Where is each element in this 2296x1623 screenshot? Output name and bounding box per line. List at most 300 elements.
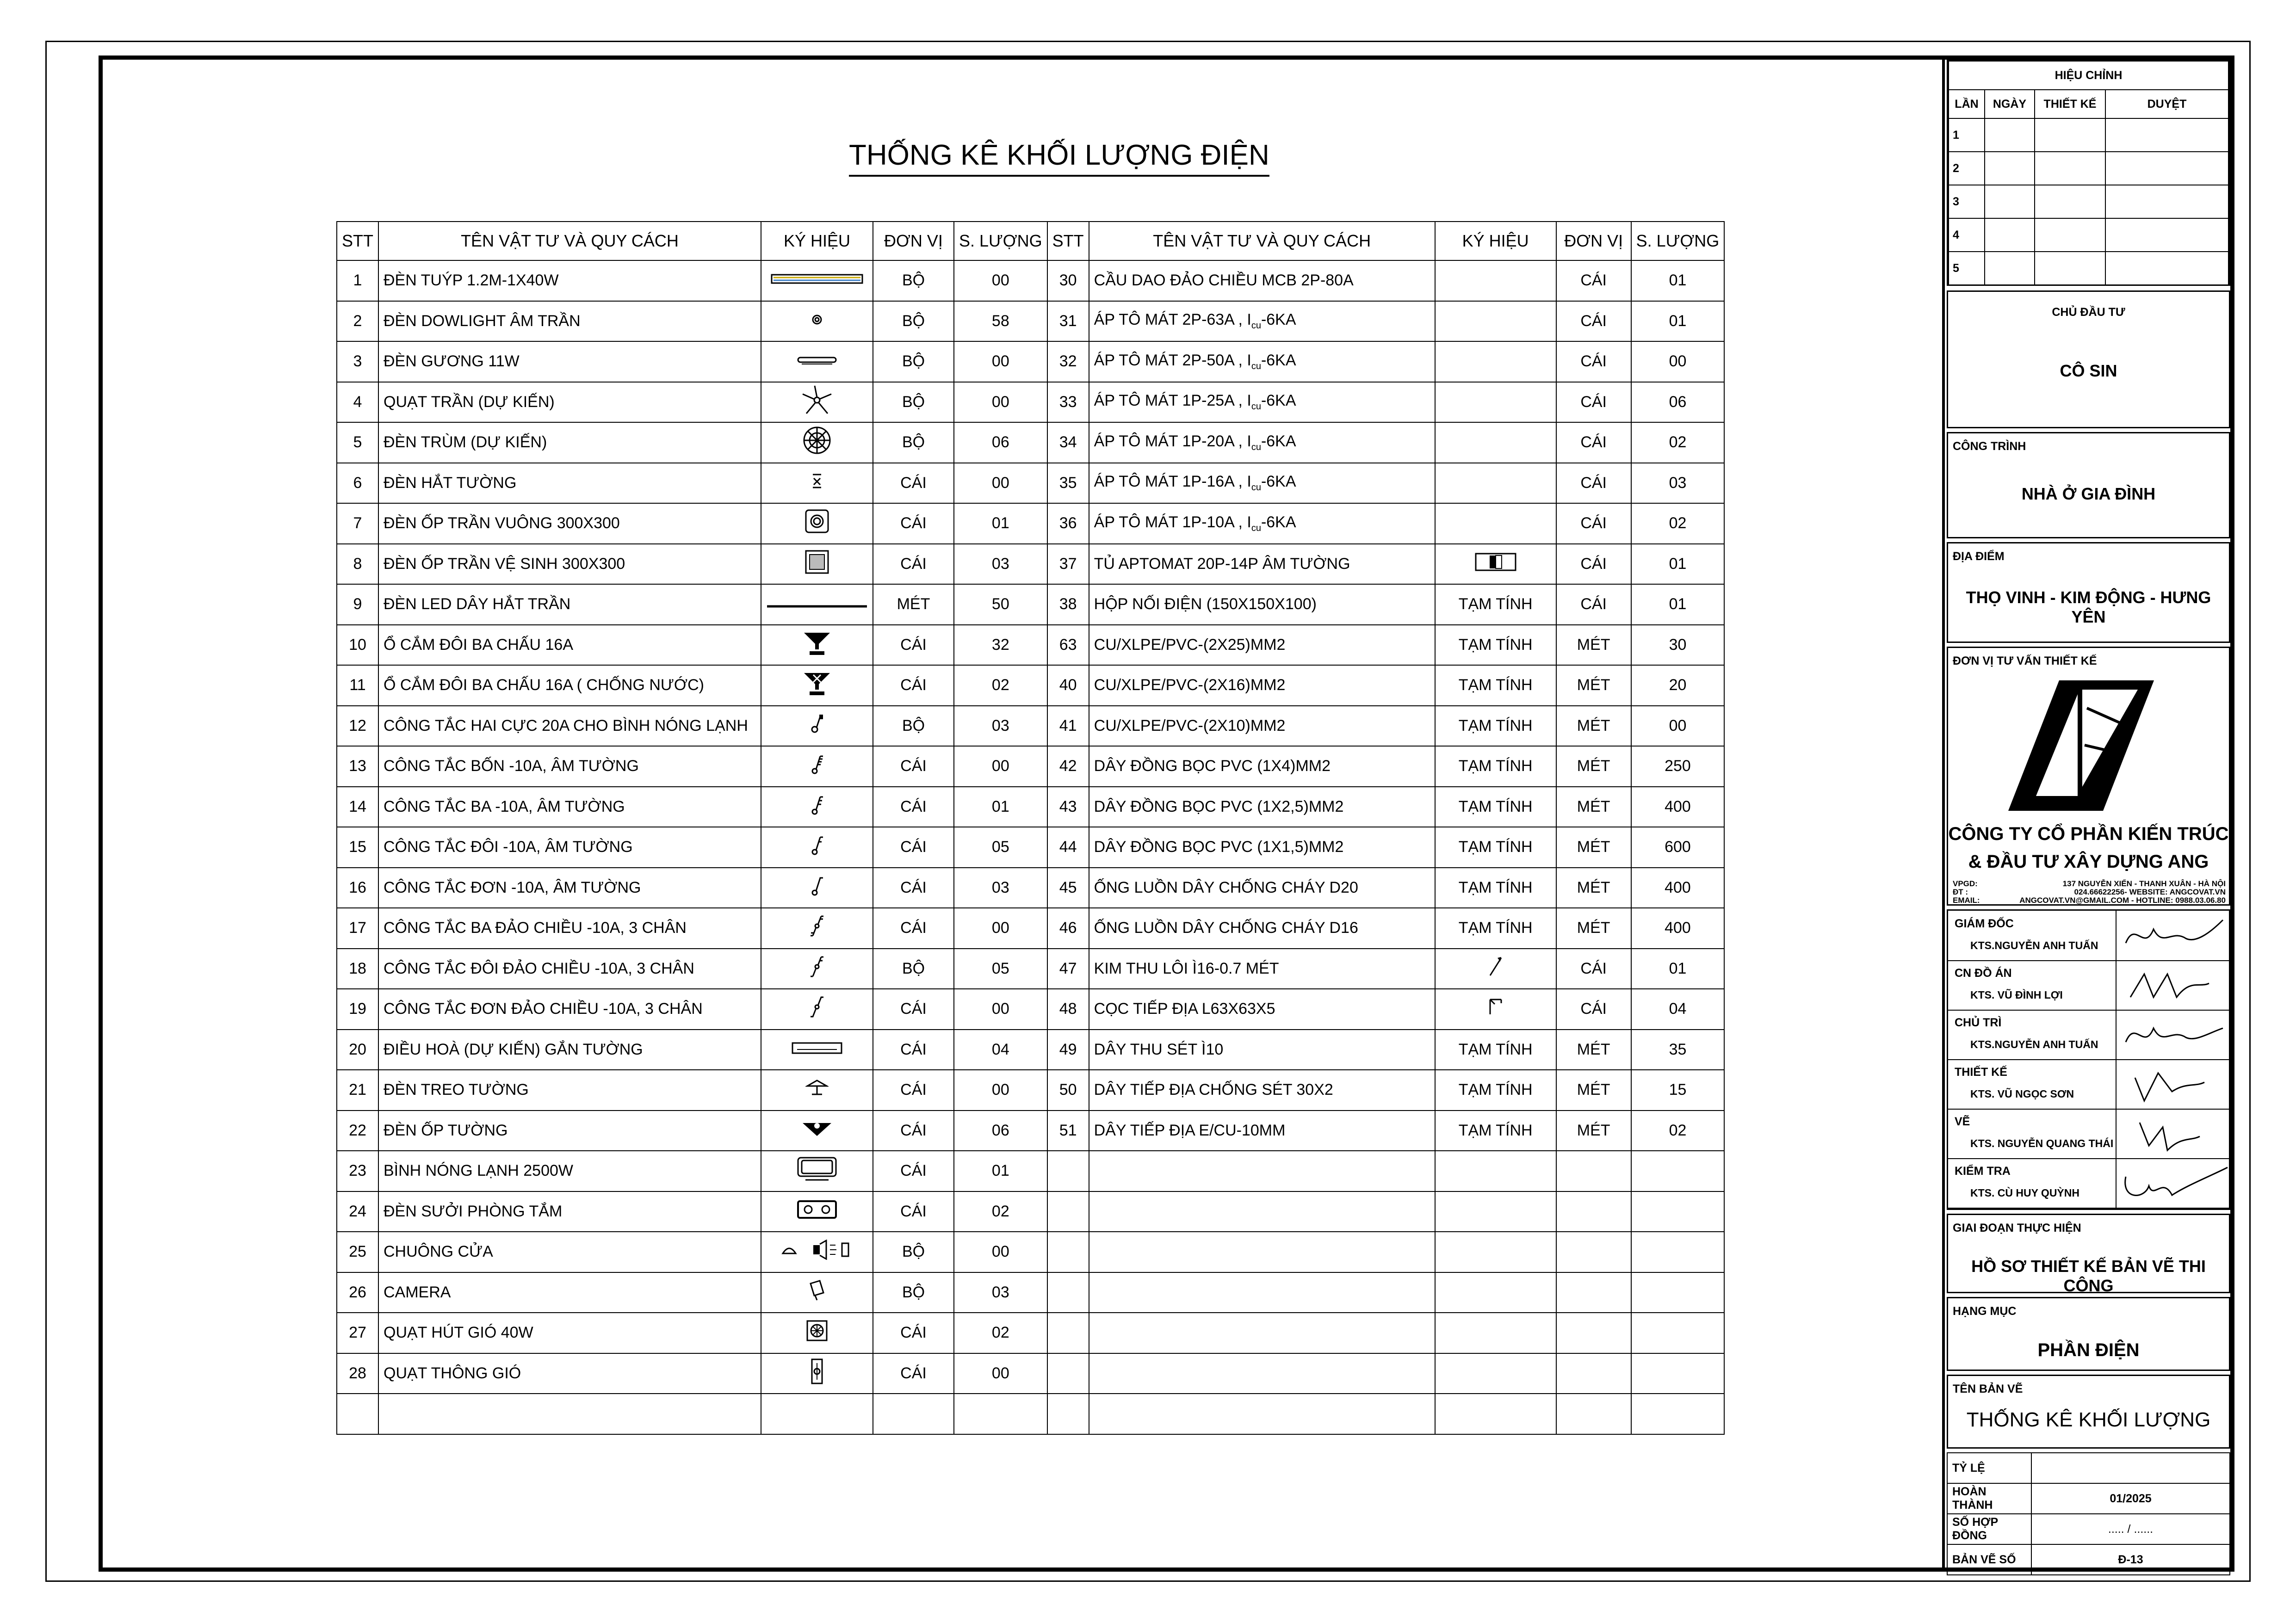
item-qty: 20 [1631, 665, 1725, 706]
item-qty: 01 [1631, 301, 1725, 342]
stt: 28 [337, 1353, 378, 1394]
item-qty [1631, 1232, 1725, 1272]
two-way-switch-3-icon [810, 914, 824, 942]
item-qty: 03 [954, 544, 1047, 585]
item-unit: CÁI [873, 1070, 954, 1111]
scale-label: TỶ LỆ [1947, 1453, 2031, 1483]
item-qty: 05 [954, 949, 1047, 989]
stt [1047, 1191, 1089, 1232]
signature-role: CHỦ TRÌ [1955, 1016, 2002, 1029]
info-block [1947, 1452, 2230, 1568]
stt: 37 [1047, 544, 1089, 585]
revision-row-num: 3 [1949, 185, 1985, 218]
item-unit: CÁI [1556, 301, 1631, 342]
stt: 4 [337, 382, 378, 423]
item-qty: 600 [1631, 827, 1725, 868]
stt: 32 [1047, 341, 1089, 382]
ceiling-fan-icon [801, 384, 833, 420]
item-symbol [761, 584, 873, 625]
vent-fan-icon [810, 1358, 824, 1389]
table-row [337, 1232, 1724, 1272]
stt: 26 [337, 1272, 378, 1313]
item-unit: BỘ [873, 301, 954, 342]
item-name: ĐIỀU HOÀ (DỰ KIẾN) GẮN TƯỜNG [378, 1030, 761, 1070]
item-symbol [1435, 503, 1556, 544]
stt: 12 [337, 706, 378, 747]
item-name: ÁP TÔ MÁT 1P-20A , $I_{cu}-6KA$ [1089, 422, 1435, 463]
item-unit: MÉT [1556, 908, 1631, 949]
item-unit [873, 1394, 954, 1434]
item-name: CÔNG TẮC BỐN -10A, ÂM TƯỜNG [378, 746, 761, 787]
item-name: CU/XLPE/PVC-(2X16)MM2 [1089, 665, 1435, 706]
item-symbol: TẠM TÍNH [1435, 787, 1556, 827]
item-qty: 00 [954, 989, 1047, 1030]
item-symbol [761, 341, 873, 382]
item-symbol [761, 746, 873, 787]
item-qty: 02 [1631, 1111, 1725, 1151]
item-unit: CÁI [873, 1151, 954, 1191]
revision-table [1948, 61, 2229, 285]
signature-role: CN ĐỒ ÁN [1955, 967, 2012, 980]
item-unit: CÁI [873, 787, 954, 827]
col-stt: STT [337, 222, 378, 260]
drawing-name: THỐNG KÊ KHỐI LƯỢNG [1966, 1408, 2211, 1431]
quantity-table [336, 221, 1725, 1435]
stt: 50 [1047, 1070, 1089, 1111]
item-symbol [761, 1111, 873, 1151]
item-unit: MÉT [1556, 625, 1631, 666]
item-qty: 01 [954, 1151, 1047, 1191]
item-unit: CÁI [873, 503, 954, 544]
item-qty: 00 [954, 382, 1047, 423]
item-unit: MÉT [1556, 1111, 1631, 1151]
exhaust-fan-icon [805, 1319, 829, 1346]
item-qty: 02 [954, 1191, 1047, 1232]
item-unit: CÁI [1556, 503, 1631, 544]
item-qty: 03 [954, 868, 1047, 908]
item-name: ĐÈN ỐP TRẦN VỆ SINH 300X300 [378, 544, 761, 585]
item-name: CÔNG TẮC HAI CỰC 20A CHO BÌNH NÓNG LẠNH [378, 706, 761, 747]
item-symbol [761, 1394, 873, 1434]
signature-role: GIÁM ĐỐC [1955, 917, 2014, 930]
owner-name: CÔ SIN [2060, 361, 2117, 380]
square-ceiling-light-icon [804, 508, 830, 538]
item-symbol: TẠM TÍNH [1435, 827, 1556, 868]
company-name-line1: CÔNG TY CỔ PHẦN KIẾN TRÚC [1948, 824, 2229, 844]
signature [2116, 1158, 2231, 1208]
item-symbol [761, 1030, 873, 1070]
item-symbol [1435, 463, 1556, 504]
revision-row-num: 1 [1949, 118, 1985, 152]
item-qty: 00 [954, 260, 1047, 301]
item-name: ĐÈN TREO TƯỜNG [378, 1070, 761, 1111]
sheet-label: BẢN VẼ SỐ [1947, 1544, 2031, 1575]
table-row [337, 544, 1724, 585]
item-qty: 50 [954, 584, 1047, 625]
item-symbol [761, 868, 873, 908]
item-name: DÂY ĐỒNG BỌC PVC (1X2,5)MM2 [1089, 787, 1435, 827]
stt: 43 [1047, 787, 1089, 827]
item-unit: CÁI [873, 746, 954, 787]
item-name: CU/XLPE/PVC-(2X25)MM2 [1089, 625, 1435, 666]
signature-row [1948, 1059, 2229, 1110]
item-symbol [1435, 1353, 1556, 1394]
stt: 25 [337, 1232, 378, 1272]
dp-switch-icon [810, 714, 824, 738]
item-unit: CÁI [1556, 544, 1631, 585]
item-unit: BỘ [873, 341, 954, 382]
item-unit: CÁI [873, 1030, 954, 1070]
item-qty: 04 [1631, 989, 1725, 1030]
item-name: ĐÈN SƯỞI PHÒNG TẮM [378, 1191, 761, 1232]
stt: 15 [337, 827, 378, 868]
item-name: ỐNG LUỒN DÂY CHỐNG CHÁY D20 [1089, 868, 1435, 908]
signature-role: VẼ [1955, 1115, 1970, 1128]
contact-line: ĐT : 024.66622256- WEBSITE: ANGCOVAT.VN [1953, 888, 2226, 896]
table-row [337, 625, 1724, 666]
table-row [337, 260, 1724, 301]
stt [1047, 1313, 1089, 1353]
downlight-icon [810, 313, 824, 331]
item-symbol [761, 665, 873, 706]
item-unit: CÁI [873, 544, 954, 585]
item-name: ÁP TÔ MÁT 1P-10A , $I_{cu}-6KA$ [1089, 503, 1435, 544]
switch-2-icon [810, 834, 824, 860]
item-symbol [761, 949, 873, 989]
stt: 40 [1047, 665, 1089, 706]
stt: 24 [337, 1191, 378, 1232]
item-name: KIM THU LÔI Ì16-0.7 MÉT [1089, 949, 1435, 989]
col-duyet: DUYỆT [2105, 90, 2228, 118]
item-name [1089, 1151, 1435, 1191]
stt: 63 [1047, 625, 1089, 666]
stt: 19 [337, 989, 378, 1030]
item-qty: 01 [954, 787, 1047, 827]
item-qty: 35 [1631, 1030, 1725, 1070]
category-label: HẠNG MỤC [1953, 1305, 2017, 1318]
item-qty: 06 [954, 1111, 1047, 1151]
item-unit [1556, 1272, 1631, 1313]
item-unit [1556, 1151, 1631, 1191]
item-name: CỌC TIẾP ĐỊA L63X63X5 [1089, 989, 1435, 1030]
item-symbol: TẠM TÍNH [1435, 706, 1556, 747]
item-unit: CÁI [1556, 463, 1631, 504]
socket-icon [802, 629, 832, 661]
item-name: DÂY ĐỒNG BỌC PVC (1X1,5)MM2 [1089, 827, 1435, 868]
item-unit: CÁI [1556, 260, 1631, 301]
signature-row [1948, 960, 2229, 1011]
stt: 18 [337, 949, 378, 989]
company-contacts [1953, 879, 2226, 904]
stt: 44 [1047, 827, 1089, 868]
item-symbol [1435, 544, 1556, 585]
item-symbol [761, 463, 873, 504]
table-header-row [337, 222, 1724, 260]
item-name: ĐÈN GƯƠNG 11W [378, 341, 761, 382]
item-unit: CÁI [873, 1111, 954, 1151]
item-unit: CÁI [1556, 422, 1631, 463]
item-qty: 30 [1631, 625, 1725, 666]
table-row [337, 503, 1724, 544]
item-name: QUẠT TRẦN (DỰ KIẾN) [378, 382, 761, 423]
stt: 8 [337, 544, 378, 585]
item-unit: BỘ [873, 260, 954, 301]
contact-line: EMAIL: ANGCOVAT.VN@GMAIL.COM - HOTLINE: 0988.03.06.80 [1953, 896, 2226, 905]
contact-line: VPGD: 137 NGUYỄN XIỂN - THANH XUÂN - HÀ NỘI [1953, 879, 2226, 888]
stt: 35 [1047, 463, 1089, 504]
item-unit: CÁI [873, 989, 954, 1030]
scale-value [2031, 1453, 2230, 1483]
col-stt: STT [1047, 222, 1089, 260]
stt: 38 [1047, 584, 1089, 625]
table-row [337, 1070, 1724, 1111]
item-unit: CÁI [873, 665, 954, 706]
item-unit: MÉT [1556, 827, 1631, 868]
item-name: TỦ APTOMAT 20P-14P ÂM TƯỜNG [1089, 544, 1435, 585]
wc-ceiling-light-icon [804, 549, 830, 579]
item-name: ÁP TÔ MÁT 2P-63A , $I_{cu}-6KA$ [1089, 301, 1435, 342]
item-qty: 00 [1631, 706, 1725, 747]
item-qty: 15 [1631, 1070, 1725, 1111]
owner-block [1947, 290, 2230, 428]
two-way-switch-1-icon [810, 995, 824, 1023]
item-symbol: TẠM TÍNH [1435, 1111, 1556, 1151]
title-block [1942, 59, 2231, 1568]
item-qty: 01 [1631, 544, 1725, 585]
revision-row-num: 5 [1949, 252, 1985, 285]
table-row [337, 1111, 1724, 1151]
item-symbol [1435, 301, 1556, 342]
item-name: ÁP TÔ MÁT 1P-25A , $I_{cu}-6KA$ [1089, 382, 1435, 423]
item-symbol: TẠM TÍNH [1435, 868, 1556, 908]
item-qty [954, 1394, 1047, 1434]
item-unit: MÉT [1556, 746, 1631, 787]
wall-light-icon [801, 1119, 833, 1142]
table-row [337, 301, 1724, 342]
revision-block [1947, 59, 2230, 286]
item-name: CHUÔNG CỬA [378, 1232, 761, 1272]
item-symbol [1435, 422, 1556, 463]
item-unit: BỘ [873, 1232, 954, 1272]
item-qty [1631, 1394, 1725, 1434]
table-row [337, 1030, 1724, 1070]
drawing-name-block [1947, 1375, 2230, 1449]
col-name: TÊN VẬT TƯ VÀ QUY CÁCH [1089, 222, 1435, 260]
item-unit: CÁI [1556, 382, 1631, 423]
signature-row [1948, 1109, 2229, 1159]
item-unit: MÉT [1556, 1030, 1631, 1070]
item-unit [1556, 1232, 1631, 1272]
stt: 51 [1047, 1111, 1089, 1151]
done-value: 01/2025 [2031, 1483, 2230, 1514]
item-unit: CÁI [873, 1313, 954, 1353]
owner-label: CHỦ ĐẦU TƯ [2052, 306, 2125, 319]
col-unit: ĐƠN VỊ [1556, 222, 1631, 260]
item-symbol [761, 706, 873, 747]
item-qty: 03 [954, 1272, 1047, 1313]
stt: 34 [1047, 422, 1089, 463]
signature-name: KTS.NGUYỄN ANH TUẤN [1970, 1038, 2098, 1050]
signature-row [1948, 1010, 2229, 1060]
item-unit: CÁI [873, 827, 954, 868]
mirror-light-icon [796, 353, 838, 371]
contract-value: ..... / ...... [2031, 1514, 2230, 1544]
item-symbol [761, 908, 873, 949]
location-block [1947, 542, 2230, 643]
table-row [337, 1353, 1724, 1394]
ground-rod-icon [1486, 998, 1505, 1020]
table-row [337, 746, 1724, 787]
item-unit: CÁI [1556, 584, 1631, 625]
item-qty: 03 [954, 706, 1047, 747]
item-qty: 400 [1631, 908, 1725, 949]
item-name: Ổ CẮM ĐÔI BA CHẤU 16A [378, 625, 761, 666]
stt: 7 [337, 503, 378, 544]
camera-icon [808, 1279, 826, 1306]
project-block [1947, 432, 2230, 538]
signature-row [1948, 911, 2229, 961]
stt: 3 [337, 341, 378, 382]
item-name: CÔNG TẮC BA -10A, ÂM TƯỜNG [378, 787, 761, 827]
signature [2116, 960, 2231, 1010]
item-qty: 00 [1631, 341, 1725, 382]
item-unit: CÁI [1556, 949, 1631, 989]
location-label: ĐỊA ĐIỂM [1953, 550, 2005, 563]
table-row [337, 665, 1724, 706]
item-unit: CÁI [873, 625, 954, 666]
item-qty: 02 [954, 665, 1047, 706]
item-name: HỘP NỐI ĐIỆN (150X150X100) [1089, 584, 1435, 625]
item-symbol [761, 1151, 873, 1191]
col-thiet-ke: THIẾT KẾ [2035, 90, 2105, 118]
item-symbol [761, 544, 873, 585]
item-unit [1556, 1353, 1631, 1394]
item-unit: BỘ [873, 422, 954, 463]
revision-title: HIỆU CHỈNH [1949, 61, 2228, 90]
lightning-rod-icon [1486, 955, 1505, 982]
item-qty: 400 [1631, 868, 1725, 908]
stt: 21 [337, 1070, 378, 1111]
item-unit: CÁI [873, 868, 954, 908]
signature-name: KTS. VŨ ĐÌNH LỢI [1970, 989, 2063, 1001]
stt: 13 [337, 746, 378, 787]
table-row [337, 908, 1724, 949]
stt: 22 [337, 1111, 378, 1151]
item-qty [1631, 1151, 1725, 1191]
led-strip-icon [766, 596, 868, 614]
item-unit: CÁI [873, 1191, 954, 1232]
stage-value: HỒ SƠ THIẾT KẾ BẢN VẼ THI CÔNG [1971, 1257, 2206, 1295]
stt: 6 [337, 463, 378, 504]
item-name [1089, 1394, 1435, 1434]
item-symbol: TẠM TÍNH [1435, 1070, 1556, 1111]
signature-name: KTS. NGUYỄN QUANG THÁI [1970, 1137, 2114, 1149]
stt: 45 [1047, 868, 1089, 908]
item-unit: MÉT [1556, 787, 1631, 827]
signature-role: KIỂM TRA [1955, 1165, 2011, 1178]
item-name: ÁP TÔ MÁT 1P-16A , $I_{cu}-6KA$ [1089, 463, 1435, 504]
item-symbol [761, 422, 873, 463]
wall-hanging-light-icon [805, 1079, 829, 1101]
item-name: CÔNG TẮC BA ĐẢO CHIỀU -10A, 3 CHÂN [378, 908, 761, 949]
item-name [378, 1394, 761, 1434]
item-name: CU/XLPE/PVC-(2X10)MM2 [1089, 706, 1435, 747]
col-unit: ĐƠN VỊ [873, 222, 954, 260]
sheet-title: THỐNG KÊ KHỐI LƯỢNG ĐIỆN [849, 139, 1269, 172]
item-qty: 00 [954, 1070, 1047, 1111]
item-name: DÂY TIẾP ĐỊA CHỐNG SÉT 30X2 [1089, 1070, 1435, 1111]
stt: 20 [337, 1030, 378, 1070]
item-qty: 06 [954, 422, 1047, 463]
stt: 5 [337, 422, 378, 463]
stt: 48 [1047, 989, 1089, 1030]
item-symbol [1435, 1232, 1556, 1272]
table-row [337, 382, 1724, 423]
signature [2116, 1059, 2231, 1109]
stt: 41 [1047, 706, 1089, 747]
signature [2116, 1109, 2231, 1158]
item-name: ÁP TÔ MÁT 2P-50A , $I_{cu}-6KA$ [1089, 341, 1435, 382]
item-name: BÌNH NÓNG LẠNH 2500W [378, 1151, 761, 1191]
table-row [337, 868, 1724, 908]
item-qty: 02 [954, 1313, 1047, 1353]
signature-name: KTS. VŨ NGỌC SƠN [1970, 1088, 2074, 1100]
item-symbol [761, 989, 873, 1030]
waterproof-socket-icon [802, 669, 832, 701]
item-symbol [761, 1353, 873, 1394]
company-logo [2008, 676, 2156, 815]
col-lan: LẦN [1949, 90, 1985, 118]
item-name: ĐÈN ỐP TƯỜNG [378, 1111, 761, 1151]
item-name: ĐÈN ỐP TRẦN VUÔNG 300X300 [378, 503, 761, 544]
item-symbol [761, 382, 873, 423]
table-row [337, 989, 1724, 1030]
item-qty: 02 [1631, 503, 1725, 544]
item-qty [1631, 1272, 1725, 1313]
stt: 27 [337, 1313, 378, 1353]
item-symbol: TẠM TÍNH [1435, 1030, 1556, 1070]
item-qty: 400 [1631, 787, 1725, 827]
item-unit [1556, 1191, 1631, 1232]
item-name: ĐÈN DOWLIGHT ÂM TRẦN [378, 301, 761, 342]
item-symbol: TẠM TÍNH [1435, 625, 1556, 666]
stt: 31 [1047, 301, 1089, 342]
item-qty: 00 [954, 1232, 1047, 1272]
signature [2116, 911, 2231, 960]
item-unit: MÉT [1556, 868, 1631, 908]
item-symbol [761, 1232, 873, 1272]
item-symbol [761, 787, 873, 827]
table-row [337, 949, 1724, 989]
item-symbol [761, 301, 873, 342]
item-name: CÔNG TẮC ĐÔI -10A, ÂM TƯỜNG [378, 827, 761, 868]
air-conditioner-icon [792, 1041, 842, 1059]
item-name [1089, 1191, 1435, 1232]
table-row [337, 1313, 1724, 1353]
water-heater-icon [796, 1156, 838, 1186]
col-qty: S. LƯỢNG [1631, 222, 1725, 260]
category-block [1947, 1297, 2230, 1371]
item-symbol [761, 1272, 873, 1313]
table-row [337, 1151, 1724, 1191]
item-symbol [761, 625, 873, 666]
item-qty: 00 [954, 746, 1047, 787]
chandelier-icon [801, 424, 833, 461]
sheet-value: Đ-13 [2031, 1544, 2230, 1575]
revision-row-num: 4 [1949, 218, 1985, 252]
item-symbol [761, 503, 873, 544]
item-unit [1556, 1394, 1631, 1434]
